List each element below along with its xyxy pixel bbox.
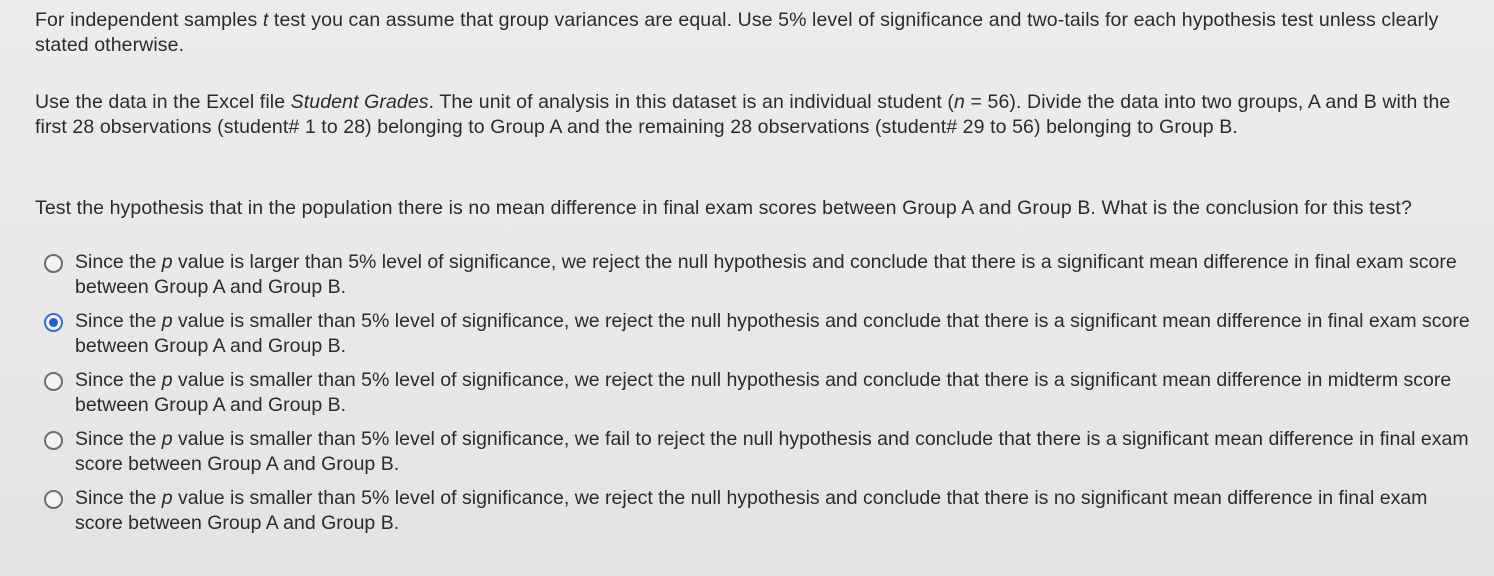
answer-option-label (75, 486, 1475, 536)
instructions-text-b: test you can assume that group variances are equal. Use 5% level of significance and two-tails for each hypothesis test unless clearly stated otherwise. (35, 9, 1439, 56)
option-suffix: value is smaller than 5% level of significance, we fail to reject the null hypothesis and conclude that there is a significant mean difference in final exam score between Group A and Group B. (75, 428, 1469, 475)
question-text: Test the hypothesis that in the population there is no mean difference in final exam scores between Group A and Group B. What is the conclusion for this test? (35, 197, 1412, 219)
option-suffix: value is smaller than 5% level of significance, we reject the null hypothesis and conclude that there is a significant mean difference in final exam score between Group A and Group B. (75, 310, 1470, 357)
radio-button-selected-icon[interactable] (44, 313, 63, 332)
answer-option-3[interactable] (44, 368, 1484, 418)
data-description-text-c: = 56). Divide the data into two groups, A and B with the first 28 observations (student# 1 to 28) belonging to Group A and the remaining 28 observations (student# 29 to 56) belonging to Group B. (35, 91, 1451, 138)
answer-option-1[interactable] (44, 250, 1484, 300)
radio-button-icon[interactable] (44, 431, 63, 450)
option-prefix: Since the (75, 369, 162, 391)
p-symbol: p (161, 251, 173, 273)
p-symbol: p (161, 487, 173, 509)
p-symbol: p (161, 310, 173, 332)
option-suffix: value is smaller than 5% level of significance, we reject the null hypothesis and conclude that there is no significant mean difference in final exam score between Group A and Group B. (75, 487, 1428, 534)
answer-option-2[interactable] (44, 309, 1484, 359)
option-prefix: Since the (75, 310, 162, 332)
n-symbol: n (954, 91, 965, 113)
data-description-text-a: Use the data in the Excel file (35, 91, 291, 113)
answer-option-5[interactable] (44, 486, 1484, 536)
p-symbol: p (161, 369, 173, 391)
answer-options (44, 250, 1484, 545)
option-prefix: Since the (75, 487, 162, 509)
answer-option-label (75, 250, 1475, 300)
data-description-paragraph (35, 90, 1475, 140)
radio-button-icon[interactable] (44, 372, 63, 391)
file-name: Student Grades (290, 91, 429, 113)
option-suffix: value is smaller than 5% level of significance, we reject the null hypothesis and conclude that there is a significant mean difference in midterm score between Group A and Group B. (75, 369, 1452, 416)
data-description-text-b: . The unit of analysis in this dataset is an individual student ( (428, 91, 955, 113)
answer-option-label (75, 427, 1475, 477)
instructions-text-a: For independent samples (35, 9, 263, 31)
option-prefix: Since the (75, 428, 162, 450)
radio-button-icon[interactable] (44, 490, 63, 509)
option-suffix: value is larger than 5% level of significance, we reject the null hypothesis and conclude that there is a significant mean difference in final exam score between Group A and Group B. (75, 251, 1457, 298)
answer-option-label (75, 368, 1475, 418)
t-symbol: t (262, 9, 269, 31)
p-symbol: p (161, 428, 173, 450)
option-prefix: Since the (75, 251, 162, 273)
answer-option-4[interactable] (44, 427, 1484, 477)
radio-button-icon[interactable] (44, 254, 63, 273)
instructions-paragraph (35, 8, 1475, 58)
answer-option-label (75, 309, 1475, 359)
